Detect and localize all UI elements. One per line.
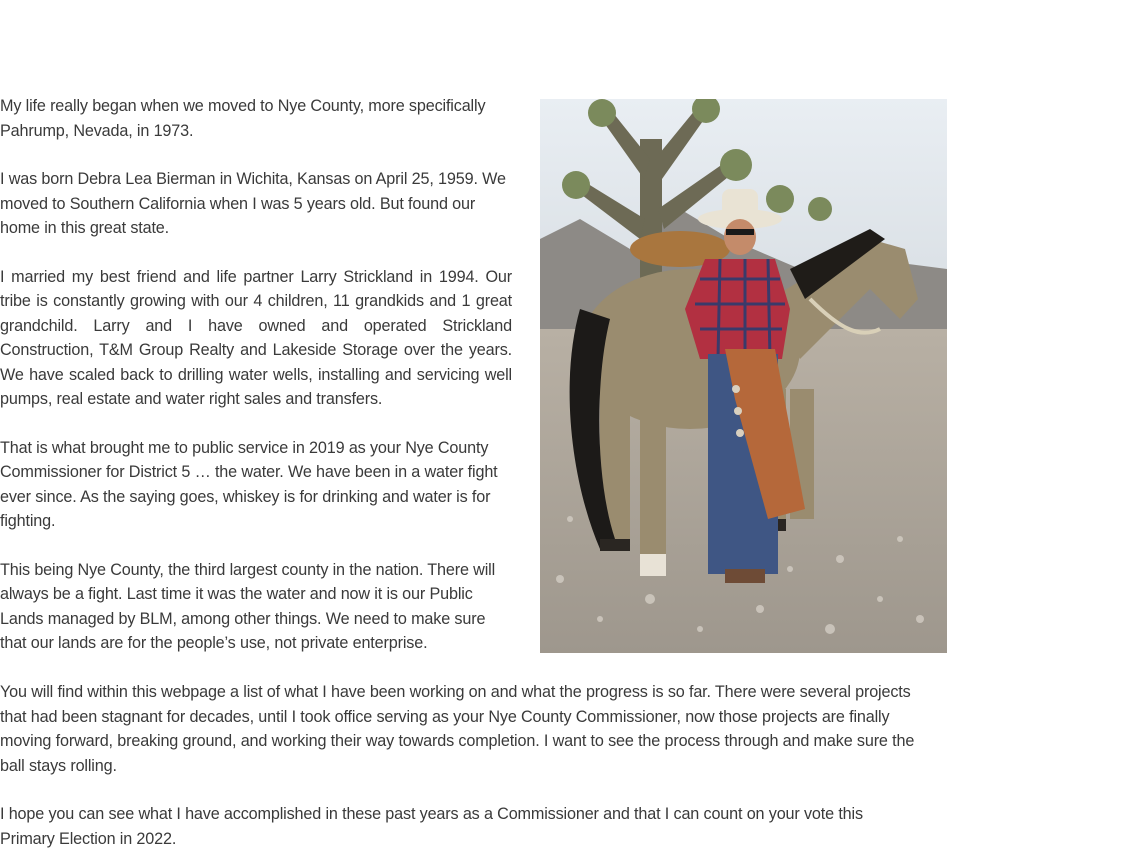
- intro-text-column: [0, 94, 512, 680]
- photo-woman-with-horse-desert-icon: [540, 99, 947, 653]
- portrait-photo: [540, 99, 947, 653]
- closing-text-block: [0, 680, 920, 859]
- intro-paragraph-5: This being Nye County, the third largest county in the nation. There will always be a fight. Last time it was the water and now it is our Public Lands managed by BLM, among other things. We need to make sure that our lands are for the people’s use, not private enterprise.: [0, 560, 496, 652]
- closing-paragraph-2: I hope you can see what I have accomplished in these past years as a Commissioner and that I can count on your vote this Primary Election in 2022.: [0, 805, 863, 848]
- intro-paragraph-2: I was born Debra Lea Bierman in Wichita, Kansas on April 25, 1959. We moved to Southern California when I was 5 years old. But found our home in this great state.: [0, 170, 506, 237]
- intro-paragraph-3: I married my best friend and life partner Larry Strickland in 1994. Our tribe is constantly growing with our 4 children, 11 grandkids and 1 great grandchild. Larry and I have owned and operated Strickland Construction, T&M Group Realty and Lakeside Storage over the years. We have scaled back to drilling water wells, installing and servicing well pumps, real estate and water right sales and transfers.: [0, 267, 512, 408]
- closing-paragraph-1: You will find within this webpage a list of what I have been working on and what the progress is so far. There were several projects that had been stagnant for decades, until I took office serving as your Nye County Commissioner, now those projects are finally moving forward, breaking ground, and working their way towards completion. I want to see the process through and make sure the ball stays rolling.: [0, 683, 915, 775]
- intro-paragraph-1: My life really began when we moved to Nye County, more specifically Pahrump, Nevada, in 1973.: [0, 97, 486, 140]
- intro-paragraph-4: That is what brought me to public service in 2019 as your Nye County Commissioner for District 5 … the water. We have been in a water fight ever since. As the saying goes, whiskey is for drinking and water is for fighting.: [0, 438, 498, 530]
